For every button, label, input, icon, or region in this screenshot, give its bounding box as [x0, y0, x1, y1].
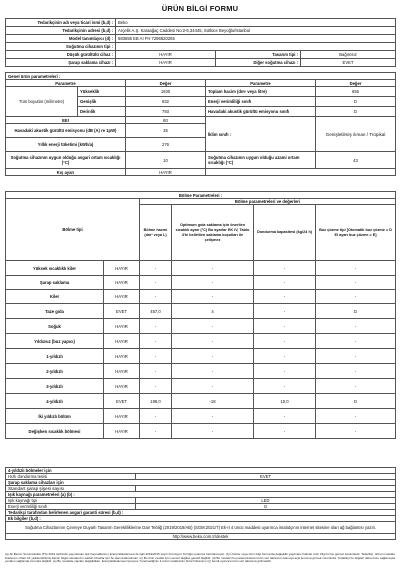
- compartment-volume: -: [140, 349, 172, 364]
- volume-header: Bölme hacmi (dm³ veya L): [140, 205, 172, 261]
- lighting-label: Işık kaynağı parametreleri (a) (b) :: [6, 492, 396, 498]
- annual-value: 276: [126, 138, 206, 152]
- other-label: Diğer soğutma cihazı :: [216, 59, 301, 67]
- compartment-name: Yıldızsız (buz yapıcı): [6, 334, 104, 349]
- device-type-label: Soğutma cihazının tipi :: [6, 43, 116, 51]
- compartment-name: Değişken sıcaklık bölmesi: [6, 424, 104, 439]
- footnote: (a) Ali Benim Sorumlulukta (TS) 2019 tarihinde yayımlanan İşık Kaynaklarının Enerji Etiketlemesi ile ilgili 2019/2015 sayılı Komisyon Tüzüğü uyarınca hazırlanmıştır. (b) Ürünler veya ürün bilgi formunda değişiklik yapılması halinde ürün bilgi formu güncel tutulmalıdır. Tedarikçi, ürünü modelde listelenen cihazı bir yetkilendirilmiş kişinin bilgisi olmaksızın satılan cihazlar için bu alan doldurulmaz. (c) Bu ürün modeli için mevcut değilse gerekli değildir. (d) Bu modelin bu parametrelerini ürün veri tabanının kamuya açık kısmına girmek zorunludur. Tedarikçi bu bilgileri daha önce sağlamışsa yeniden sağlamak zorunda değildir. (e) Bu modelde yapılan değişiklikler, Enerji Etiketlemesi Çerçeve Yönetmeliğinin 4 üncü maddesinin birinci fıkrasının (ç) bendi uyarınca ürün veri tabanına girilmelidir.: [5, 552, 395, 564]
- compartment-freeze: -: [254, 290, 316, 304]
- compartment-present: HAYIR: [104, 364, 140, 379]
- compartment-defrost: -: [316, 319, 396, 334]
- compartment-defrost: -: [316, 261, 396, 276]
- value-header-left: Değer: [126, 80, 206, 87]
- wine-label: Şarap saklama cihazı :: [6, 59, 116, 67]
- depth-value: 793: [126, 107, 206, 117]
- noise-label: Havadaki akustik gürültü emisyonu (dB (A) re 1pW): [6, 124, 126, 138]
- compartment-name: Kiler: [6, 290, 104, 304]
- temp-header: Optimum gıda saklama için önerilen sıcaklık ayarı (°C) Bu ayarlar EK IV, Tablo 3'te belirtilen saklama koşulları ile çelişmez: [172, 205, 254, 261]
- compartment-volume: 457,0: [140, 304, 172, 319]
- extra-label: Ek bilgiler (b,d) :: [6, 516, 396, 522]
- compartment-defrost: -: [316, 379, 396, 394]
- param-header-right: Parametre: [206, 80, 316, 87]
- dims-label: Tüm boyutlar (milimetre): [6, 87, 78, 117]
- climate-label: İklim sınıfı :: [206, 117, 316, 152]
- compartment-present: HAYIR: [104, 290, 140, 304]
- design-type-value: Bağımsız: [301, 51, 396, 59]
- eei-label: EEI: [6, 117, 126, 124]
- min-temp-value: 10: [126, 152, 206, 169]
- supplier-name-label: Tedarikçinin adı veya ticari ismi (b,d) :: [6, 19, 116, 27]
- compartment-volume: -: [140, 290, 172, 304]
- compartment-volume: -: [140, 379, 172, 394]
- compartment-volume: -: [140, 364, 172, 379]
- width-label: Genişlik: [78, 97, 126, 107]
- noise-value: 35: [126, 124, 206, 138]
- min-temp-label: Soğutma cihazının uygun olduğu asgari ortam sıcaklığı (°C): [6, 152, 126, 169]
- compartment-name: Şarap saklama: [6, 276, 104, 290]
- compartment-present: EVET: [104, 394, 140, 409]
- wine-value: HAYIR: [116, 59, 216, 67]
- freeze-header: Dondurma kapasitesi (kg/24 h): [254, 205, 316, 261]
- light-class-label: Enerji verimliliği sınıfı: [6, 504, 136, 510]
- winter-value: HAYIR: [126, 169, 206, 176]
- compartment-temp: -: [172, 334, 254, 349]
- compartment-temp: -: [172, 319, 254, 334]
- four-star-label: 4-yıldızlı bölmeler için: [6, 468, 396, 474]
- general-params-table: [5, 72, 396, 176]
- height-label: Yükseklik: [78, 87, 126, 97]
- supplier-name-value: Beko: [116, 19, 396, 27]
- compartment-volume: -: [140, 409, 172, 424]
- total-volume-value: 655: [316, 87, 396, 97]
- eei-class-value: D: [316, 97, 396, 107]
- model-label: Model tanımlayıcı (d) :: [6, 35, 116, 43]
- compartment-defrost: D: [316, 394, 396, 409]
- param-header-left: Parametre: [6, 80, 126, 87]
- compartment-temp: -: [172, 424, 254, 439]
- compartment-present: HAYIR: [104, 334, 140, 349]
- light-class-value: G: [136, 504, 396, 510]
- compartment-row: [6, 409, 396, 424]
- noise-class-label: Havadaki akustik gürültü emisyonu sınıfı: [206, 107, 316, 117]
- compartment-freeze: -: [254, 261, 316, 276]
- design-type-label: Tasarım tipi :: [216, 51, 301, 59]
- compartment-present: HAYIR: [104, 276, 140, 290]
- device-type-value: [116, 43, 396, 51]
- eei-class-label: Enerji verimliliği sınıfı: [206, 97, 316, 107]
- compartment-freeze: -: [254, 349, 316, 364]
- max-temp-label: Soğutma cihazının uygun olduğu azami ortam sıcaklığı (°C): [206, 152, 316, 169]
- compartment-name: 2-yıldızlı: [6, 364, 104, 379]
- compartment-temp: -: [172, 349, 254, 364]
- compartment-defrost: -: [316, 276, 396, 290]
- compartment-volume: -: [140, 424, 172, 439]
- compartment-name: Soğuk: [6, 319, 104, 334]
- winter-filler: [206, 169, 396, 176]
- compartment-present: HAYIR: [104, 349, 140, 364]
- compartment-temp: -: [172, 276, 254, 290]
- supplier-address-label: Tedarikçinin adresi (b,d) :: [6, 27, 116, 35]
- compartment-present: EVET: [104, 304, 140, 319]
- compartment-volume: -: [140, 276, 172, 290]
- compartment-section-label: Bölme Parametreleri :: [6, 192, 396, 199]
- compartment-name: 4-yıldızlı: [6, 394, 104, 409]
- compartment-defrost: -: [316, 290, 396, 304]
- compartment-defrost: -: [316, 349, 396, 364]
- low-noise-value: HAYIR: [116, 51, 216, 59]
- fast-freeze-label: Hızlı dondurma tesisi: [6, 474, 136, 480]
- compartment-temp: -: [172, 409, 254, 424]
- compartment-defrost: -: [316, 409, 396, 424]
- compartment-freeze: -: [254, 276, 316, 290]
- compartment-name: 1-yıldızlı: [6, 349, 104, 364]
- compartment-temp: -: [172, 379, 254, 394]
- eei-value: 80: [126, 117, 206, 124]
- light-type-label: Işık kaynağı tipi: [6, 498, 136, 504]
- compartment-name: Taze gıda: [6, 304, 104, 319]
- compartment-table: [5, 191, 396, 439]
- compartment-temp: -: [172, 290, 254, 304]
- bottom-table: [5, 467, 396, 540]
- compartment-row: [6, 394, 396, 409]
- compartment-temp: 4: [172, 304, 254, 319]
- compartment-defrost: -: [316, 364, 396, 379]
- width-value: 832: [126, 97, 206, 107]
- compartment-freeze: -: [254, 424, 316, 439]
- standard-wine-label: Standart şarap şişesi sayısı: [6, 486, 136, 492]
- compartment-temp: -: [172, 364, 254, 379]
- compartment-volume: -: [140, 319, 172, 334]
- annual-label: Yıllık enerji tüketimi (kWh/a): [6, 138, 126, 152]
- compartment-row: [6, 290, 396, 304]
- compartment-row: [6, 319, 396, 334]
- compartment-row: [6, 364, 396, 379]
- page-title: ÜRÜN BİLGİ FORMU: [161, 4, 239, 13]
- general-section-label: Genel ürün parametreleri :: [6, 73, 396, 80]
- compartment-row: [6, 334, 396, 349]
- compartment-present: HAYIR: [104, 261, 140, 276]
- climate-value: Genişletilmiş ılıman / Tropikal: [316, 117, 396, 152]
- model-value: 683655 EB AI FH 7296620265: [116, 35, 396, 43]
- depth-label: Derinlik: [78, 107, 126, 117]
- max-temp-value: 43: [316, 152, 396, 169]
- compartment-type-header: Bölme tipi: [6, 199, 140, 261]
- compartment-params-header: Bölme parametreleri ve değerleri: [140, 199, 396, 205]
- compartment-freeze: 10,0: [254, 394, 316, 409]
- compartment-defrost: D: [316, 304, 396, 319]
- compartment-row: [6, 276, 396, 290]
- wine-cabinet-label: Şarap saklama cihazları için: [6, 480, 396, 486]
- compartment-present: HAYIR: [104, 319, 140, 334]
- compartment-present: HAYIR: [104, 409, 140, 424]
- supplier-address-value: Arçelik A.Ş. Karaağaç Caddesi No:2-6,34445, Sütlüce Beyoğlu/İstanbul: [116, 27, 396, 35]
- other-value: EVET: [301, 59, 396, 67]
- compartment-name: İki yıldızlı bölüm: [6, 409, 104, 424]
- weblink-text: Soğutma Cihazlarının Çevreye Duyarlı Tasarım Gerekliliklerine Dair Tebliğ (2019/2019/AB) (SGM:2021/7) Ek-II 4 üncü maddesi uyarınca imalatçının internet sitesine olan ağ bağlantısı yazılı.: [6, 522, 396, 534]
- compartment-row: [6, 261, 396, 276]
- compartment-defrost: -: [316, 334, 396, 349]
- noise-class-value: D: [316, 107, 396, 117]
- guarantee-label: Tedarikçi tarafından belirlenen asgari garanti süresi (b,d) :: [6, 510, 396, 516]
- compartment-present: HAYIR: [104, 379, 140, 394]
- compartment-name: 3-yıldızlı: [6, 379, 104, 394]
- compartment-temp: -: [172, 261, 254, 276]
- supplier-table: [5, 18, 396, 67]
- compartment-freeze: -: [254, 379, 316, 394]
- compartment-temp: -18: [172, 394, 254, 409]
- total-volume-label: Toplam hacim (dm³ veya litre): [206, 87, 316, 97]
- low-noise-label: Düşük gürültülü cihaz :: [6, 51, 116, 59]
- compartment-volume: 198,0: [140, 394, 172, 409]
- compartment-freeze: -: [254, 319, 316, 334]
- height-value: 1930: [126, 87, 206, 97]
- compartment-volume: -: [140, 261, 172, 276]
- compartment-row: [6, 379, 396, 394]
- light-type-value: LED: [136, 498, 396, 504]
- compartment-present: HAYIR: [104, 424, 140, 439]
- compartment-name: Yüksek sıcaklıklı kiler: [6, 261, 104, 276]
- compartment-freeze: -: [254, 364, 316, 379]
- compartment-row: [6, 424, 396, 439]
- fast-freeze-value: EVET: [136, 474, 396, 480]
- defrost-header: Buz çözme tipi [Otomatik buz çözme = D El ayarı buz çözme = E]: [316, 205, 396, 261]
- compartment-volume: -: [140, 334, 172, 349]
- website-link[interactable]: http://www.beko.com.tr/destek: [6, 534, 396, 540]
- compartment-freeze: -: [254, 334, 316, 349]
- compartment-row: [6, 349, 396, 364]
- compartment-defrost: -: [316, 424, 396, 439]
- compartment-freeze: -: [254, 304, 316, 319]
- compartment-freeze: -: [254, 409, 316, 424]
- compartment-row: [6, 304, 396, 319]
- winter-label: Kış ayarı: [6, 169, 126, 176]
- value-header-right: Değer: [316, 80, 396, 87]
